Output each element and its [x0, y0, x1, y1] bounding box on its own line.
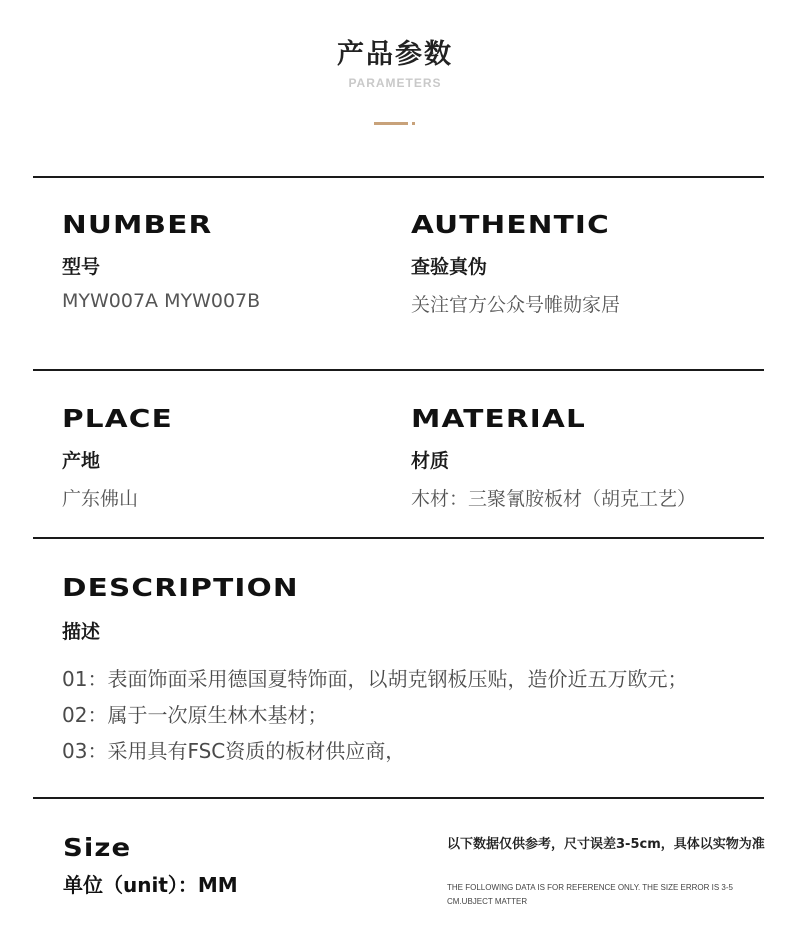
description-label: 描述: [62, 621, 101, 643]
size-heading: Size: [63, 833, 132, 862]
place-value: 广东佛山: [62, 488, 139, 510]
page-subtitle: PARAMETERS: [348, 76, 442, 90]
size-note-en: THE FOLLOWING DATA IS FOR REFERENCE ONLY. THE SIZE ERROR IS 3-5 CM.UBJECT MATTER: [447, 883, 733, 906]
material-label: 材质: [411, 450, 450, 472]
description-line-2: 02：属于一次原生林木基材；: [62, 703, 328, 727]
divider-top: [33, 176, 764, 178]
authentic-label: 查验真伪: [411, 256, 488, 278]
divider-row2: [33, 537, 764, 539]
page-title: 产品参数: [337, 39, 453, 70]
accent-bar: [374, 122, 408, 125]
number-heading: NUMBER: [62, 210, 213, 239]
authentic-heading: AUTHENTIC: [411, 210, 610, 239]
place-heading: PLACE: [62, 404, 173, 433]
number-label: 型号: [62, 256, 101, 278]
divider-row3: [33, 797, 764, 799]
number-value: MYW007A MYW007B: [62, 290, 261, 312]
size-note-cn: 以下数据仅供参考，尺寸误差3-5cm，具体以实物为准: [447, 837, 765, 852]
description-line-1: 01：表面饰面采用德国夏特饰面，以胡克钢板压贴，造价近五万欧元；: [62, 667, 688, 691]
material-heading: MATERIAL: [411, 404, 586, 433]
place-label: 产地: [62, 450, 101, 472]
divider-row1: [33, 369, 764, 371]
authentic-value: 关注官方公众号帷勋家居: [411, 294, 621, 316]
material-value: 木材：三聚氰胺板材（胡克工艺）: [411, 488, 697, 510]
description-line-3: 03：采用具有FSC资质的板材供应商，: [62, 739, 406, 763]
accent-dot: [412, 122, 415, 125]
size-unit: 单位（unit）：MM: [63, 873, 238, 897]
description-heading: DESCRIPTION: [62, 573, 299, 602]
